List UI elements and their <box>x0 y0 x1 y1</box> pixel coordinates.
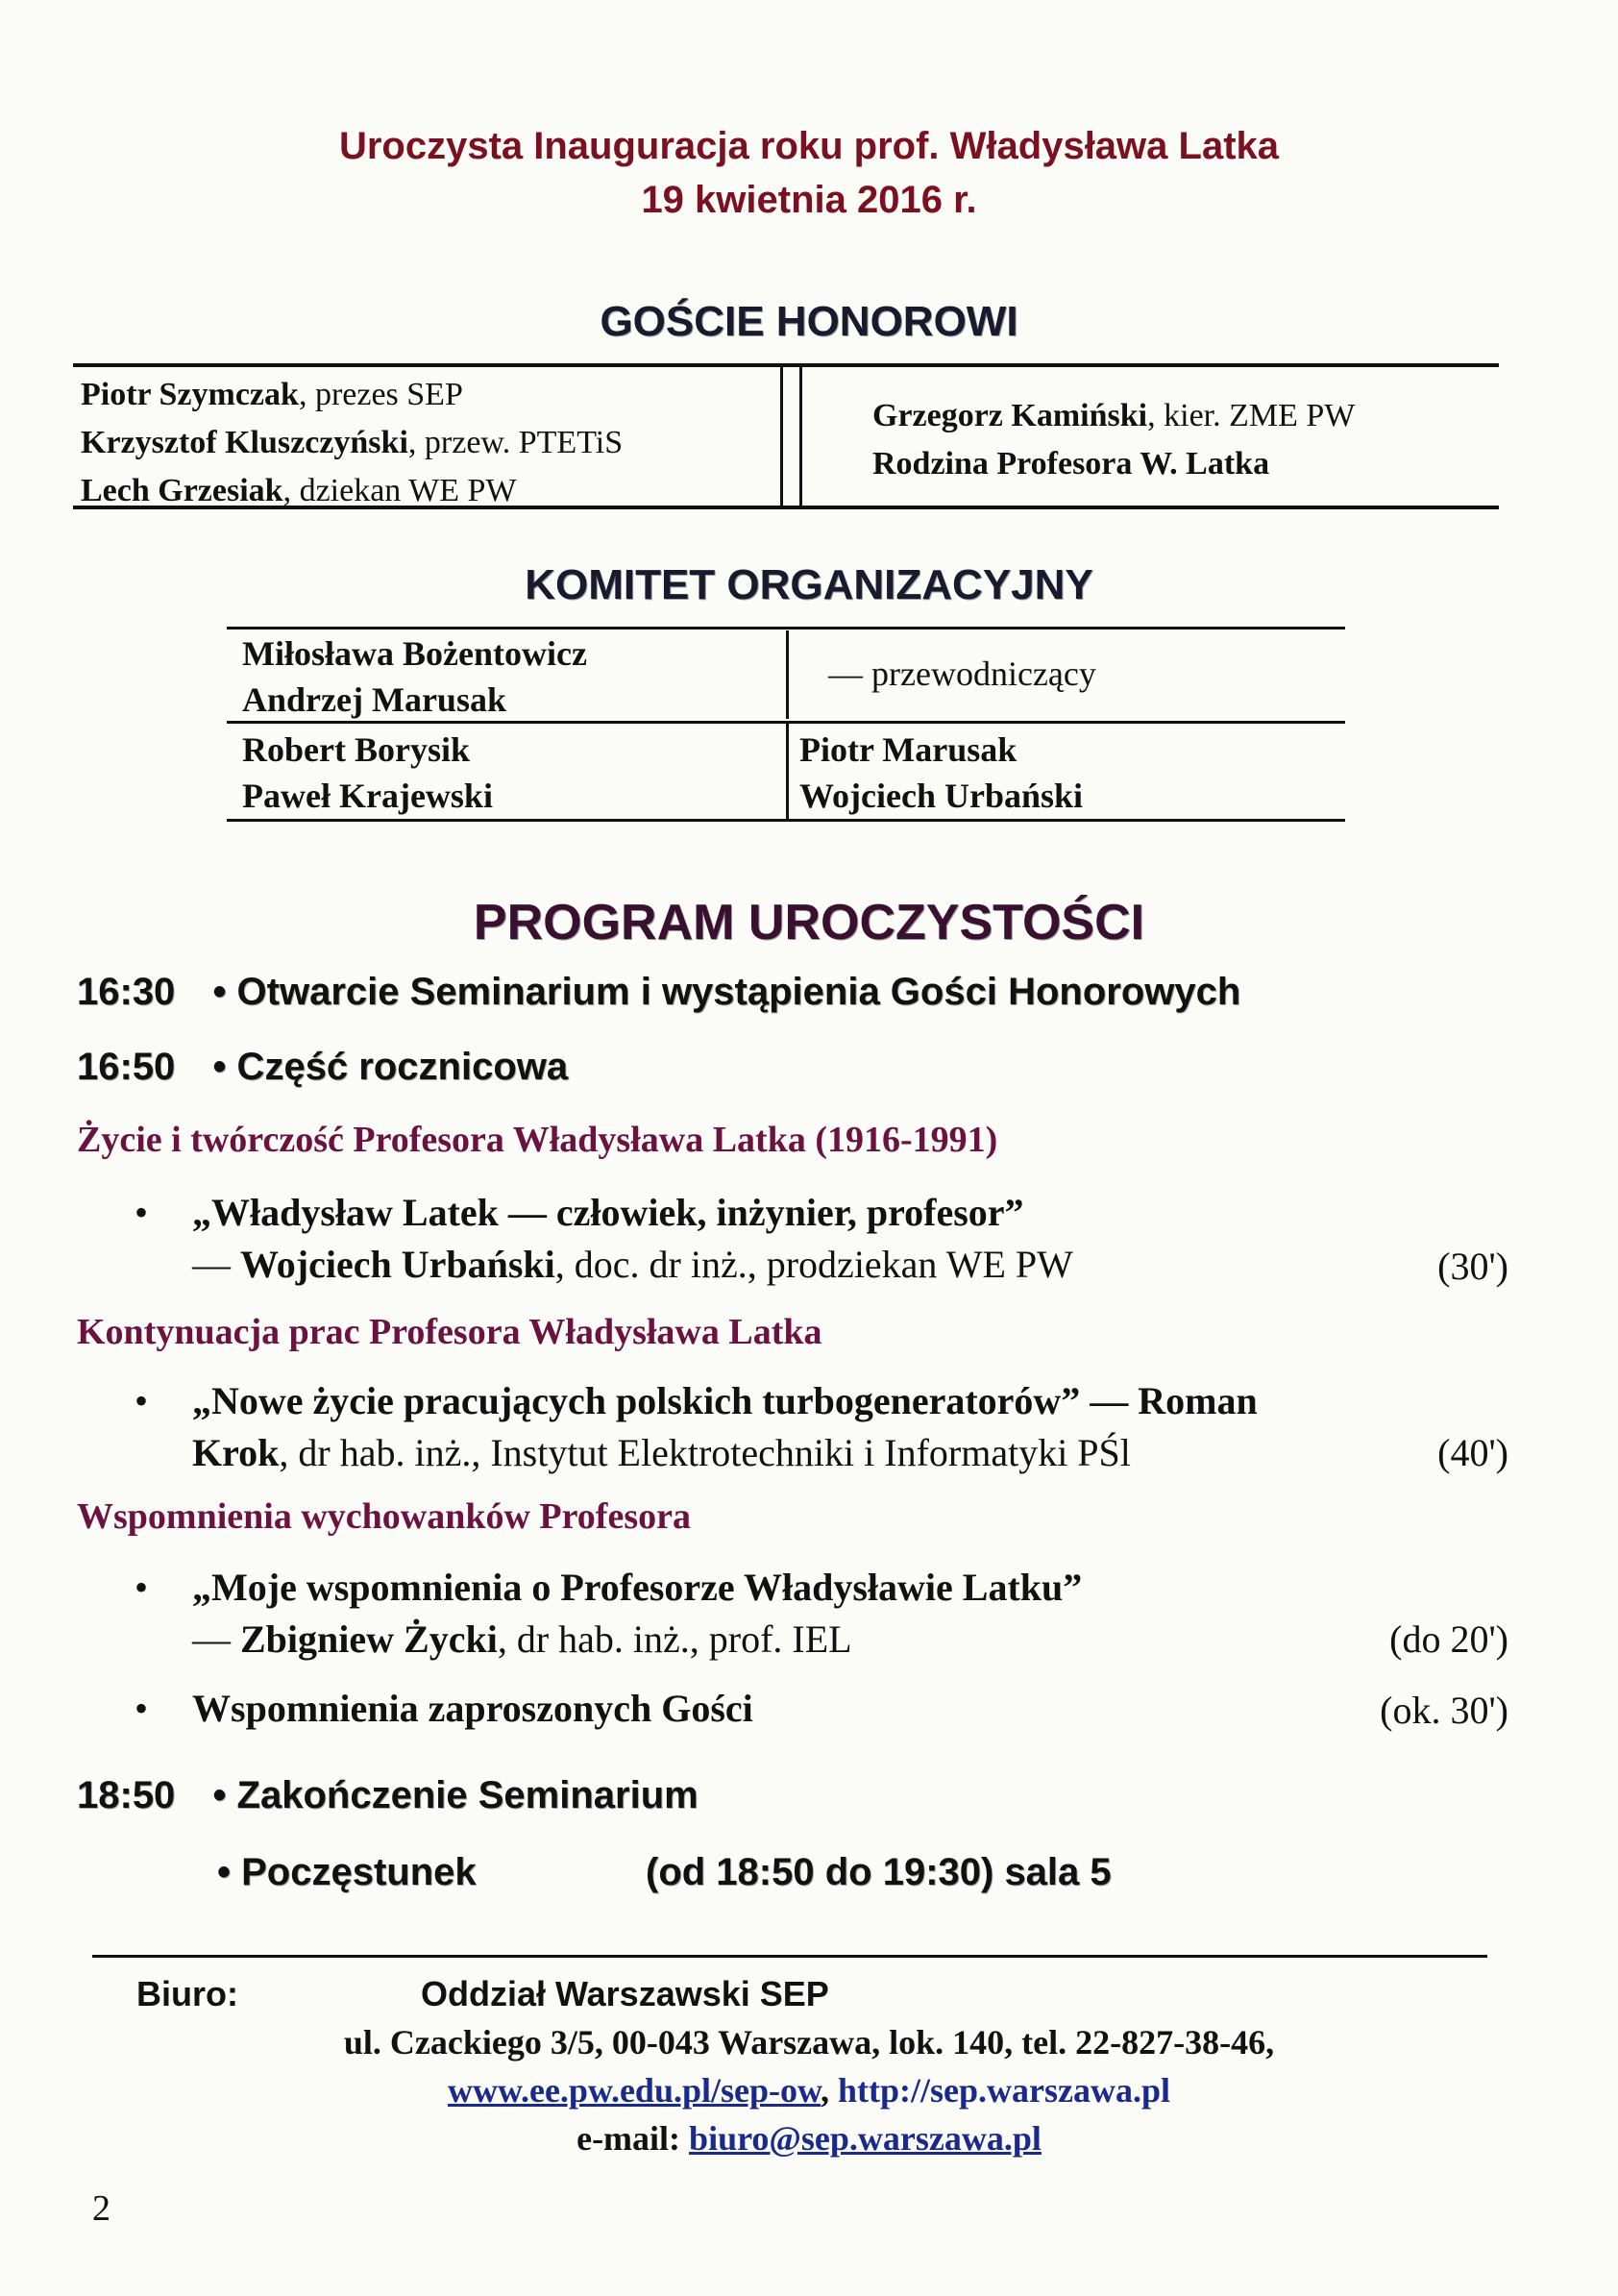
program-entry: • Część rocznicowa <box>212 1046 569 1088</box>
footer-rule <box>92 1955 1487 1958</box>
guests-right-list <box>872 392 1355 488</box>
committee-rule-3 <box>227 819 1345 822</box>
guests-left-list <box>81 371 623 515</box>
bullet-icon: • <box>135 1191 149 1234</box>
footer-links <box>0 2070 1618 2111</box>
program-entry: • Zakończenie Seminarium <box>212 1774 699 1816</box>
guest-name: Krzysztof Kluszczyński <box>81 425 408 460</box>
talk-duration: (30') <box>1437 1245 1508 1288</box>
dash: — <box>192 1617 240 1661</box>
guest-role: , przew. PTETiS <box>407 425 624 460</box>
email-link[interactable]: biuro@sep.warszawa.pl <box>689 2119 1042 2158</box>
program-opening <box>77 971 1240 1014</box>
talk-title: „Nowe życie pracujących polskich turbogeneratorów” — Roman <box>192 1379 1258 1422</box>
speaker-affiliation: , doc. dr inż., prodziekan WE PW <box>554 1243 1073 1286</box>
guests-divider-a <box>780 363 783 507</box>
guests-heading: GOŚCIE HONOROWI <box>600 298 1018 345</box>
guest-item <box>872 392 1355 440</box>
committee-chair-role: — przewodniczący <box>828 654 1096 693</box>
talk-title: Wspomnienia zaproszonych Gości <box>192 1687 753 1730</box>
bullet-icon: • <box>135 1566 149 1609</box>
program-heading: PROGRAM UROCZYSTOŚCI <box>473 895 1145 950</box>
footer-email-line <box>0 2118 1618 2159</box>
speaker-affiliation: , dr hab. inż., Instytut Elektrotechniki i Informatyki PŚl <box>279 1431 1131 1474</box>
footer-label: Biuro: <box>136 1974 238 2013</box>
time-label: 16:30 <box>77 971 176 1013</box>
guest-name: Lech Grzesiak <box>81 473 283 508</box>
event-title: Uroczysta Inauguracja roku prof. Władysława Latka <box>338 125 1280 167</box>
guest-role: , prezes SEP <box>298 377 463 412</box>
talk-speaker-line <box>192 1615 852 1665</box>
talk-speaker-line <box>192 1428 1131 1478</box>
footer-address: ul. Czackiego 3/5, 00-043 Warszawa, lok. 140, tel. 22-827-38-46, <box>343 2023 1275 2061</box>
committee-member: Wojciech Urbański <box>799 777 1084 815</box>
section-title: Wspomnienia wychowanków Profesora <box>77 1496 691 1537</box>
link-separator: , <box>821 2071 830 2110</box>
speaker-name: Krok <box>192 1431 280 1474</box>
talk-speaker-line <box>192 1240 1073 1290</box>
website-link-2[interactable]: http://sep.warszawa.pl <box>838 2071 1171 2110</box>
committee-dashed-divider <box>786 630 789 719</box>
guest-name: Grzegorz Kamiński <box>872 398 1148 433</box>
page-number: 2 <box>92 2188 110 2229</box>
program-entry: • Otwarcie Seminarium i wystąpienia Gości Honorowych <box>212 971 1241 1013</box>
guests-divider-b <box>799 363 802 507</box>
talk-duration: (40') <box>1437 1431 1508 1474</box>
committee-member: Piotr Marusak <box>799 730 1017 769</box>
talk-duration: (do 20') <box>1389 1617 1508 1661</box>
guest-item <box>81 371 623 419</box>
guest-item <box>81 419 623 467</box>
website-link[interactable]: www.ee.pw.edu.pl/sep-ow <box>447 2071 821 2110</box>
guest-item <box>872 440 1355 488</box>
guest-role: , kier. ZME PW <box>1147 398 1356 433</box>
guest-role: , dziekan WE PW <box>282 473 517 508</box>
section-title: Kontynuacja prac Profesora Władysława Latka <box>77 1312 822 1352</box>
talk-title: „Moje wspomnienia o Profesorze Władysławie Latku” <box>192 1566 1083 1609</box>
program-closing <box>77 1774 699 1817</box>
bullet-icon: • <box>135 1687 149 1730</box>
guest-item <box>81 467 623 515</box>
committee-members-right <box>799 727 1083 819</box>
talk-duration: (ok. 30') <box>1380 1689 1508 1732</box>
committee-member: Paweł Krajewski <box>242 777 493 815</box>
speaker-name: Wojciech Urbański <box>240 1243 555 1286</box>
dash: — <box>192 1243 240 1286</box>
program-anniversary <box>77 1046 568 1089</box>
talk-title: „Władysław Latek — człowiek, inżynier, profesor” <box>192 1191 1024 1234</box>
program-reception-detail: (od 18:50 do 19:30) sala 5 <box>646 1851 1112 1893</box>
guest-name: Rodzina Profesora W. Latka <box>872 446 1270 481</box>
program-reception: • Poczęstunek <box>217 1851 477 1893</box>
guest-name: Piotr Szymczak <box>81 377 299 412</box>
bullet-icon: • <box>135 1379 149 1422</box>
time-label: 18:50 <box>77 1774 176 1816</box>
time-label: 16:50 <box>77 1046 176 1088</box>
section-title: Życie i twórczość Profesora Władysława Latka (1916-1991) <box>77 1120 998 1160</box>
committee-divider <box>786 723 789 819</box>
event-date: 19 kwietnia 2016 r. <box>641 179 977 221</box>
committee-members-left <box>242 727 493 819</box>
committee-chairs <box>242 630 587 723</box>
speaker-affiliation: , dr hab. inż., prof. IEL <box>497 1617 852 1661</box>
committee-member: Robert Borysik <box>242 730 470 769</box>
committee-chair: Miłosława Bożentowicz <box>242 634 587 673</box>
footer-org: Oddział Warszawski SEP <box>421 1974 829 2013</box>
speaker-name: Zbigniew Życki <box>240 1617 498 1661</box>
committee-heading: KOMITET ORGANIZACYJNY <box>525 561 1093 608</box>
committee-rule-1 <box>227 627 1345 630</box>
email-label: e-mail: <box>576 2119 681 2158</box>
committee-chair: Andrzej Marusak <box>242 680 506 719</box>
guests-top-rule <box>73 363 1499 367</box>
